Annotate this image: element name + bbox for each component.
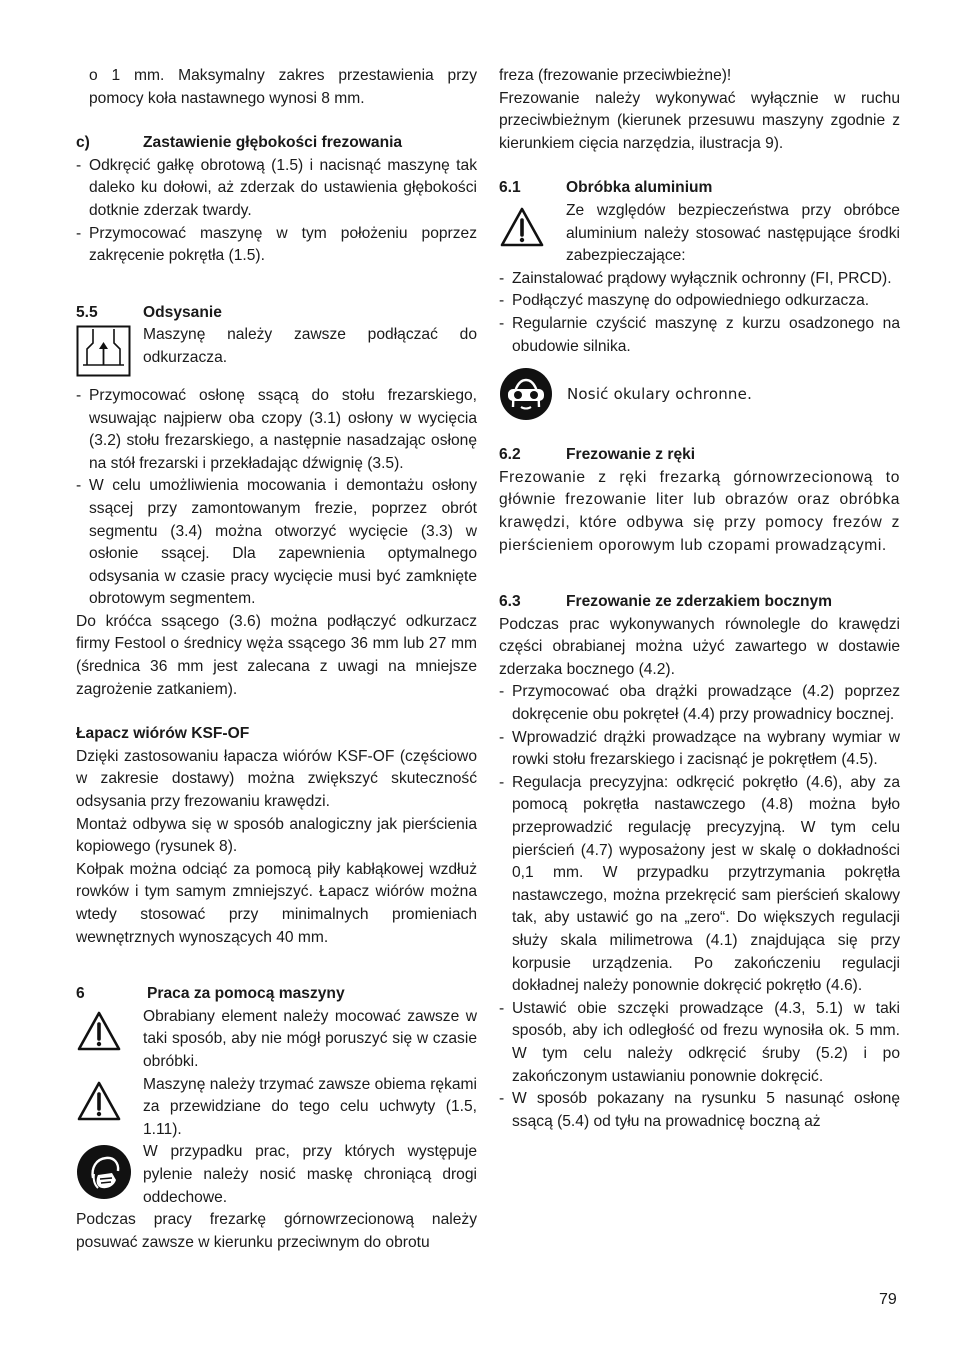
section-6-2-heading [499,444,900,467]
list-item: - Przymocować maszynę w tym położeniu poprzez zakręcenie pokrętła (1.5). [76,223,477,268]
chip-catcher-heading [76,723,477,746]
list-item: - Regulacja precyzyjna: odkręcić pokrętło (4.6), aby za pomocą pokrętła nastawczego (4.8) można było przeprowadzić regulację precyzyjną. W tym celu pierścień (4.7) wyposażony jest w skalę o dokładności 0,1 mm. W przypadku przytrzymania pokrętła nastawczego, można przekręcić sam pierścień skalowy tak, aby ustawić go na „zero“. Do większych regulacji służy skala milimetrowa (4.1) znajdująca się przy korpusie urządzenia. Po zakończeniu regulacji dokładnej należy ponownie dokręcić pokrętło (4.6). [499,772,900,998]
warning-text: Obrabiany element należy mocować zawsze w taki sposób, aby nie mógł poruszyć się w czasie obróbki. [143,1007,477,1070]
safety-goggles-icon [499,367,553,421]
section-title: Praca za pomocą maszyny [147,985,345,1003]
section-6-3-heading [499,591,900,614]
section-number: 6.2 [499,446,521,464]
goggles-text: Nosić okulary ochronne. [567,384,753,403]
warning-note-2 [76,1074,477,1142]
paragraph: Do króćca ssącego (3.6) można podłączyć odkurzacz firmy Festool o średnicy węża ssącego 36 mm lub 27 mm (średnica 36 mm jest zalecana z uwagi na mniejsze zagrożenie zatkaniem). [76,612,477,698]
respirator-mask-icon [76,1144,132,1200]
goggles-note [499,366,900,422]
paragraph: freza (frezowanie przeciwbieżne)! [499,67,732,84]
list-item: - Wprowadzić drążki prowadzące na wybrany wymiar w rowki stołu frezarskiego i zacisnąć je pokrętłem (4.5). [499,727,900,772]
paragraph: Podczas pracy frezarkę górnowrzecionową należy posuwać zawsze w kierunku przeciwnym do obrotu [76,1211,477,1251]
section-title: Odsysanie [143,303,222,321]
section-number: 5.5 [76,303,98,321]
warning-triangle-icon [499,206,545,248]
section-title: Łapacz wiórów KSF-OF [76,725,250,743]
paragraph: Dzięki zastosowaniu łapacza wiórów KSF-OF (częściowo w zakresie dostawy) można zwiększyć skuteczność odsysania przy frezowaniu krawędzi. [76,747,477,811]
list-item: - Regularnie czyścić maszynę z kurzu osadzonego na obudowie silnika. [499,313,900,358]
section-title: Frezowanie ze zderzakiem bocznym [566,593,833,611]
warning-text: Ze względów bezpieczeństwa przy obróbce aluminium należy stosować następujące środki zabezpieczające: [566,201,900,265]
paragraph: Kołpak można odciąć za pomocą piły kabłąkowej wzdłuż rowków i tym samym zmniejszyć. Łapacz wiórów można wtedy stosować przy minimalnych promieniach wewnętrznych wynoszących 40 mm. [76,860,477,946]
section-6-3-list [499,681,900,1133]
section-title: Zastawienie głębokości frezowania [143,134,403,152]
list-item: - W sposób pokazany na rysunku 5 nasunąć osłonę ssącą (5.4) od tyłu na prowadnicę boczną aż [499,1088,900,1133]
page-number: 79 [879,1291,897,1308]
section-c-heading [76,132,477,155]
intro-paragraph: o 1 mm. Maksymalny zakres przestawienia przy pomocy koła nastawnego wynosi 8 mm. [89,67,477,107]
mask-note [76,1141,477,1209]
extraction-note-text: Maszynę należy zawsze podłączać do odkurzacza. [143,326,477,366]
section-title: Obróbka aluminium [566,179,713,197]
list-item: - Zainstalować prądowy wyłącznik ochronny (FI, PRCD). [499,268,900,291]
list-item: - Ustawić obie szczęki prowadzące (4.3, 5.1) w taki sposób, aby ich odległość od frezu wynosiła ok. 5 mm. W tym celu należy odkręcić śruby (5.2) i po zakończonym ustawianiu ponownie dokręcić. [499,998,900,1088]
section-title: Frezowanie z ręki [566,446,696,464]
warning-note-1 [76,1006,477,1074]
list-item: - W celu umożliwienia mocowania i demontażu osłony ssącej przy zamontowanym frezie, poprzez obrót segmentu (3.4) można otworzyć wycięcie (3.3) w osłonie ssącej. Dla zapewnienia optymalnego odsysania w czasie pracy wycięcie musi być zamknięte obrotowym segmentem. [76,475,477,611]
list-item: - Przymocować osłonę ssącą do stołu frezarskiego, wsuwając najpierw oba czopy (3.1) osłony w wycięcia (3.2) stołu frezarskiego, a następnie nasadzając osłonę na stół frezarski i przekładając dźwignię (3.5). [76,385,477,475]
right-column [499,65,900,1133]
section-number: 6.1 [499,179,521,197]
paragraph: Frezowanie z ręki frezarką górnowrzecionową to głównie frezowanie liter lub obrazów oraz obróbka krawędzi, które odbywa się przy pomocy frezów z pierścieniem oporowym lub czopami prowadzącymi. [499,468,900,554]
list-item: - Podłączyć maszynę do odpowiedniego odkurzacza. [499,290,900,313]
list-item: - Przymocować oba drążki prowadzące (4.2) poprzez dokręcenie obu pokręteł (4.4) przy prowadnicy bocznej. [499,681,900,726]
section-5-5-list [76,385,477,611]
aluminium-warning [499,200,900,268]
section-6-1-list [499,268,900,358]
section-5-5-heading [76,302,477,325]
paragraph: Podczas prac wykonywanych równolegle do krawędzi części obrabianej można użyć zawartego w dostawie zderzaka bocznego (4.2). [499,615,900,678]
section-number: 6 [76,985,85,1003]
dust-extraction-icon [76,325,131,377]
section-6-heading [76,983,477,1006]
warning-triangle-icon [76,1010,122,1052]
warning-triangle-icon [76,1080,122,1122]
mask-text: W przypadku prac, przy których występuje pylenie należy nosić maskę chroniącą drogi oddechowe. [143,1143,477,1206]
list-item: - Odkręcić gałkę obrotową (1.5) i nacisnąć maszynę tak daleko ku dołowi, aż zderzak do ustawienia głębokości dotknie zderzak twardy. [76,155,477,223]
section-number: 6.3 [499,593,521,611]
warning-text: Maszynę należy trzymać zawsze obiema rękami za przewidziane do tego celu uchwyty (1.5, 1.11). [143,1075,477,1138]
section-number: c) [76,134,90,152]
section-6-1-heading [499,177,900,200]
paragraph: Frezowanie należy wykonywać wyłącznie w ruchu przeciwbieżnym (kierunek przesuwu maszyny zgodnie z kierunkiem cięcia narzędzia, ilustracja 9). [499,89,900,152]
left-column [76,65,477,1254]
extraction-note [76,324,477,385]
paragraph: Montaż odbywa się w sposób analogiczny jak pierścienia kopiowego (rysunek 8). [76,815,477,856]
section-c-list [76,155,477,268]
